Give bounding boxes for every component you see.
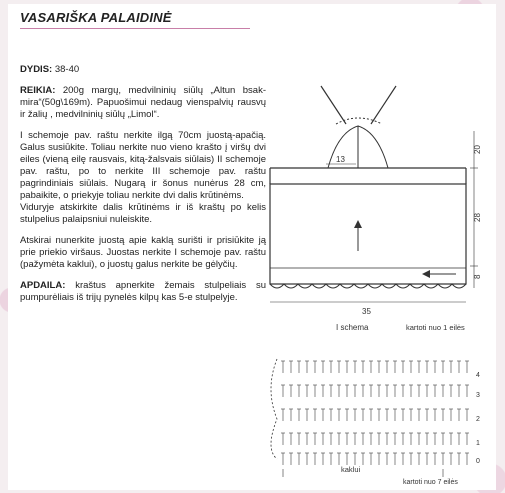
finishing-text: kraštus apnerkite žemais stulpeliais su pumpurėliais iš trijų pynelės kilpų kas 5-e stulpelyje. (20, 280, 266, 303)
hem-scallop (270, 284, 466, 288)
garment-diagram (266, 76, 491, 336)
size-value: 38-40 (54, 64, 80, 75)
right-strap (371, 86, 396, 124)
instructions-paragraph-2: Viduryje atskirkite dalis krūtinėms ir iš kraštų po kelis stulpelius palaipsniui nuleiskite. (20, 202, 266, 225)
page-panel (8, 4, 496, 490)
materials-label: REIKIA: (20, 85, 56, 96)
row-label-2: 2 (476, 416, 480, 423)
instructions-paragraph-1: I schemoje pav. raštu nerkite ilgą 70cm juostą-apačią. Galus susiūkite. Toliau nerkite nuo vieno krašto į viršų dvi eiles (vieną eilę rausvais, kitą-žalsvais siūlais) II schemoje pav. raštu, po to nerkite III schemoje pav. raštu pagrindiniais siūlais. Nugarą ir šonus nunėrus 28 cm, pabaikite, o priekyje toliau nerkite dvi dalis krūtinėms. (20, 130, 266, 201)
dim-8-label: 8 (473, 274, 482, 279)
body-rectangle (270, 184, 466, 284)
finishing-label: APDAILA: (20, 280, 66, 291)
materials-text: 200g margų, medvilninių siūlų „Altun bsak-mira“(50g\169m). Papuošimui nedaug vienspalvių rausvų ir žalių , medvilninių siūlų „Limol“. (20, 85, 266, 120)
chart-edge-loops (271, 359, 277, 459)
dim-35-label: 35 (362, 307, 371, 316)
schema-label: I schema (336, 323, 369, 332)
kaklui-label: kaklui (341, 465, 361, 474)
repeat-bottom-label: kartoti nuo 7 eilės (403, 479, 458, 486)
materials-paragraph (20, 85, 266, 121)
crochet-chart (263, 341, 491, 486)
left-arrow-head (422, 270, 430, 278)
row-label-3: 3 (476, 392, 480, 399)
repeat-top-label: kartoti nuo 1 eilės (406, 323, 465, 332)
dim-13-label: 13 (336, 155, 345, 164)
instructions-column (20, 64, 266, 313)
size-label: DYDIS: (20, 64, 53, 75)
dim-28-label: 28 (473, 213, 482, 222)
left-strap (321, 86, 346, 124)
dim-20-label: 20 (473, 145, 482, 154)
page-title: VASARIŠKA PALAIDINĖ (20, 10, 172, 25)
row-label-4: 4 (476, 372, 480, 379)
instructions-paragraph-3: Atskirai nunerkite juostą apie kaklą surišti ir prisiūkite ją prie priekio viršaus. Juostas nerkite I schemoje pav. raštu (pažymėta kaklui), o juostų galus nerkite be gėlyčių. (20, 235, 266, 270)
right-cup (358, 126, 388, 168)
title-underline (20, 28, 250, 29)
row-label-0: 0 (476, 458, 480, 465)
size-line (20, 64, 266, 76)
up-arrow-head (354, 220, 362, 228)
row-label-1: 1 (476, 440, 480, 447)
stitch-rows (281, 361, 469, 465)
finishing-paragraph (20, 280, 266, 304)
